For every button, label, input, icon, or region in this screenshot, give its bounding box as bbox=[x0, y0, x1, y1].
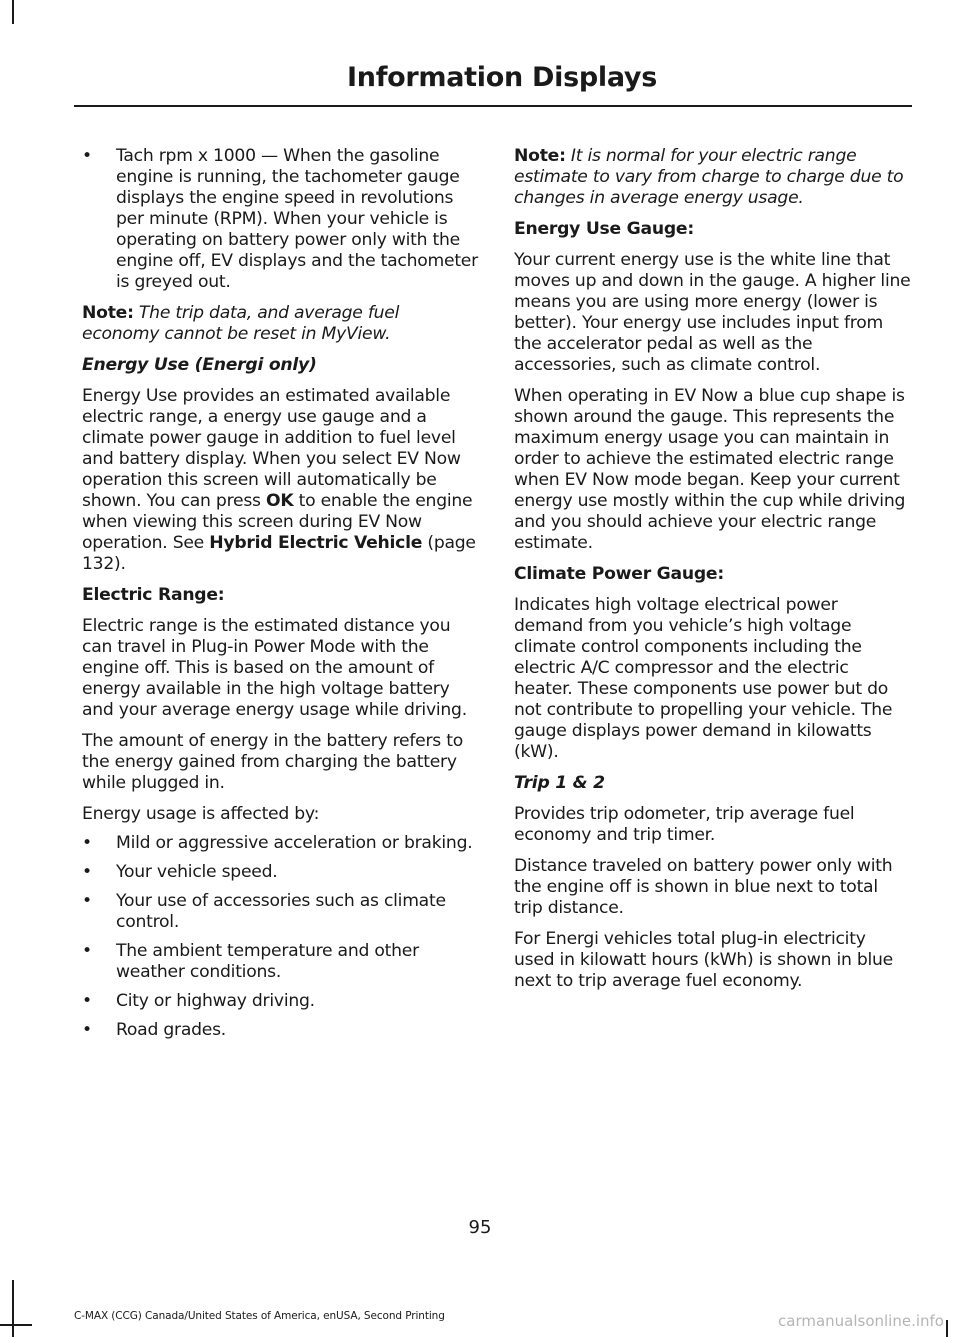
crop-mark-bottom-right-vertical bbox=[946, 1320, 948, 1337]
energy-use-gauge-paragraph-1: Your current energy use is the white line that moves up and down in the gauge. A higher line means you are using more energy (lower is better). Your energy use includes input from the accelerator pedal as well as the accessories, such as climate control. bbox=[514, 250, 911, 375]
note-paragraph bbox=[514, 146, 911, 209]
list-item bbox=[82, 862, 479, 883]
page-reference: (page 132). bbox=[82, 533, 476, 574]
note-label: Note: bbox=[514, 146, 566, 166]
crop-mark-bottom-left-horizontal bbox=[0, 1324, 32, 1326]
trip-paragraph-3: For Energi vehicles total plug-in electricity used in kilowatt hours (kWh) is shown in blue next to trip average fuel economy. bbox=[514, 929, 893, 991]
left-column bbox=[82, 146, 479, 1049]
hybrid-electric-vehicle-link[interactable]: Hybrid Electric Vehicle bbox=[209, 533, 423, 553]
bullet-icon: • bbox=[82, 891, 92, 911]
bullet-text: Mild or aggressive acceleration or braking. bbox=[116, 833, 473, 853]
electric-range-heading: Electric Range: bbox=[82, 585, 225, 605]
energy-use-text-2: to enable the engine when viewing this screen during EV Now operation. See bbox=[82, 491, 473, 553]
page-number: 95 bbox=[468, 1217, 492, 1238]
note-text: The trip data, and average fuel economy cannot be reset in MyView. bbox=[82, 303, 400, 344]
footer-text: C-MAX (CCG) Canada/United States of America, enUSA, Second Printing bbox=[74, 1310, 445, 1322]
bullet-icon: • bbox=[82, 941, 92, 961]
trip-heading: Trip 1 & 2 bbox=[514, 773, 605, 793]
energy-use-gauge-heading: Energy Use Gauge: bbox=[514, 219, 694, 239]
energy-use-paragraph bbox=[82, 386, 479, 575]
list-item bbox=[82, 833, 479, 854]
energy-use-text-1: Energy Use provides an estimated available electric range, a energy use gauge and a climate power gauge in addition to fuel level and battery display. When you select EV Now operation this screen will automatically be shown. You can press bbox=[82, 386, 461, 511]
bullet-icon: • bbox=[82, 1020, 92, 1040]
note-paragraph bbox=[82, 303, 479, 345]
tach-bullet-text: Tach rpm x 1000 — When the gasoline engine is running, the tachometer gauge displays the engine speed in revolutions per minute (RPM). When your vehicle is operating on battery power only with the engine off, EV displays and the tachometer is greyed out. bbox=[116, 146, 478, 292]
bullet-text: City or highway driving. bbox=[116, 991, 315, 1011]
bullet-icon: • bbox=[82, 862, 92, 882]
list-item bbox=[82, 991, 479, 1012]
watermark: carmanualsonline.info bbox=[778, 1312, 944, 1330]
energy-usage-intro: Energy usage is affected by: bbox=[82, 804, 320, 824]
header-divider bbox=[74, 105, 912, 107]
ok-label: OK bbox=[265, 491, 294, 511]
energy-use-gauge-paragraph-2: When operating in EV Now a blue cup shape is shown around the gauge. This represents the maximum energy usage you can maintain in order to achieve the estimated electric range when EV Now mode began. Keep your current energy use mostly within the cup while driving and you should achieve your electric range estimate. bbox=[514, 386, 906, 553]
list-item bbox=[82, 146, 479, 293]
bullet-icon: • bbox=[82, 146, 92, 166]
trip-paragraph-1: Provides trip odometer, trip average fuel economy and trip timer. bbox=[514, 804, 855, 845]
energy-use-heading: Energy Use (Energi only) bbox=[82, 355, 317, 375]
note-label: Note: bbox=[82, 303, 134, 323]
trip-paragraph-2: Distance traveled on battery power only with the engine off is shown in blue next to total trip distance. bbox=[514, 856, 893, 918]
right-column bbox=[514, 146, 911, 1002]
note-text: It is normal for your electric range estimate to vary from charge to charge due to changes in average energy usage. bbox=[514, 146, 904, 208]
crop-mark-top-left-vertical bbox=[12, 0, 14, 24]
page-title: Information Displays bbox=[347, 62, 657, 93]
list-item bbox=[82, 891, 479, 933]
bullet-text: Road grades. bbox=[116, 1020, 227, 1040]
battery-energy-paragraph: The amount of energy in the battery refers to the energy gained from charging the battery while plugged in. bbox=[82, 731, 463, 793]
climate-power-gauge-paragraph: Indicates high voltage electrical power demand from you vehicle’s high voltage climate control components including the electric A/C compressor and the electric heater. These components use power but do not contribute to propelling your vehicle. The gauge displays power demand in kilowatts (kW). bbox=[514, 595, 893, 762]
bullet-text: The ambient temperature and other weather conditions. bbox=[116, 941, 419, 982]
list-item bbox=[82, 941, 479, 983]
bullet-text: Your vehicle speed. bbox=[116, 862, 278, 882]
bullet-icon: • bbox=[82, 991, 92, 1011]
crop-mark-bottom-left-vertical bbox=[12, 1280, 14, 1337]
bullet-text: Your use of accessories such as climate control. bbox=[116, 891, 446, 932]
bullet-icon: • bbox=[82, 833, 92, 853]
list-item bbox=[82, 1020, 479, 1041]
climate-power-gauge-heading: Climate Power Gauge: bbox=[514, 564, 724, 584]
electric-range-paragraph: Electric range is the estimated distance you can travel in Plug-in Power Mode with the engine off. This is based on the amount of energy available in the high voltage battery and your average energy usage while driving. bbox=[82, 616, 467, 720]
